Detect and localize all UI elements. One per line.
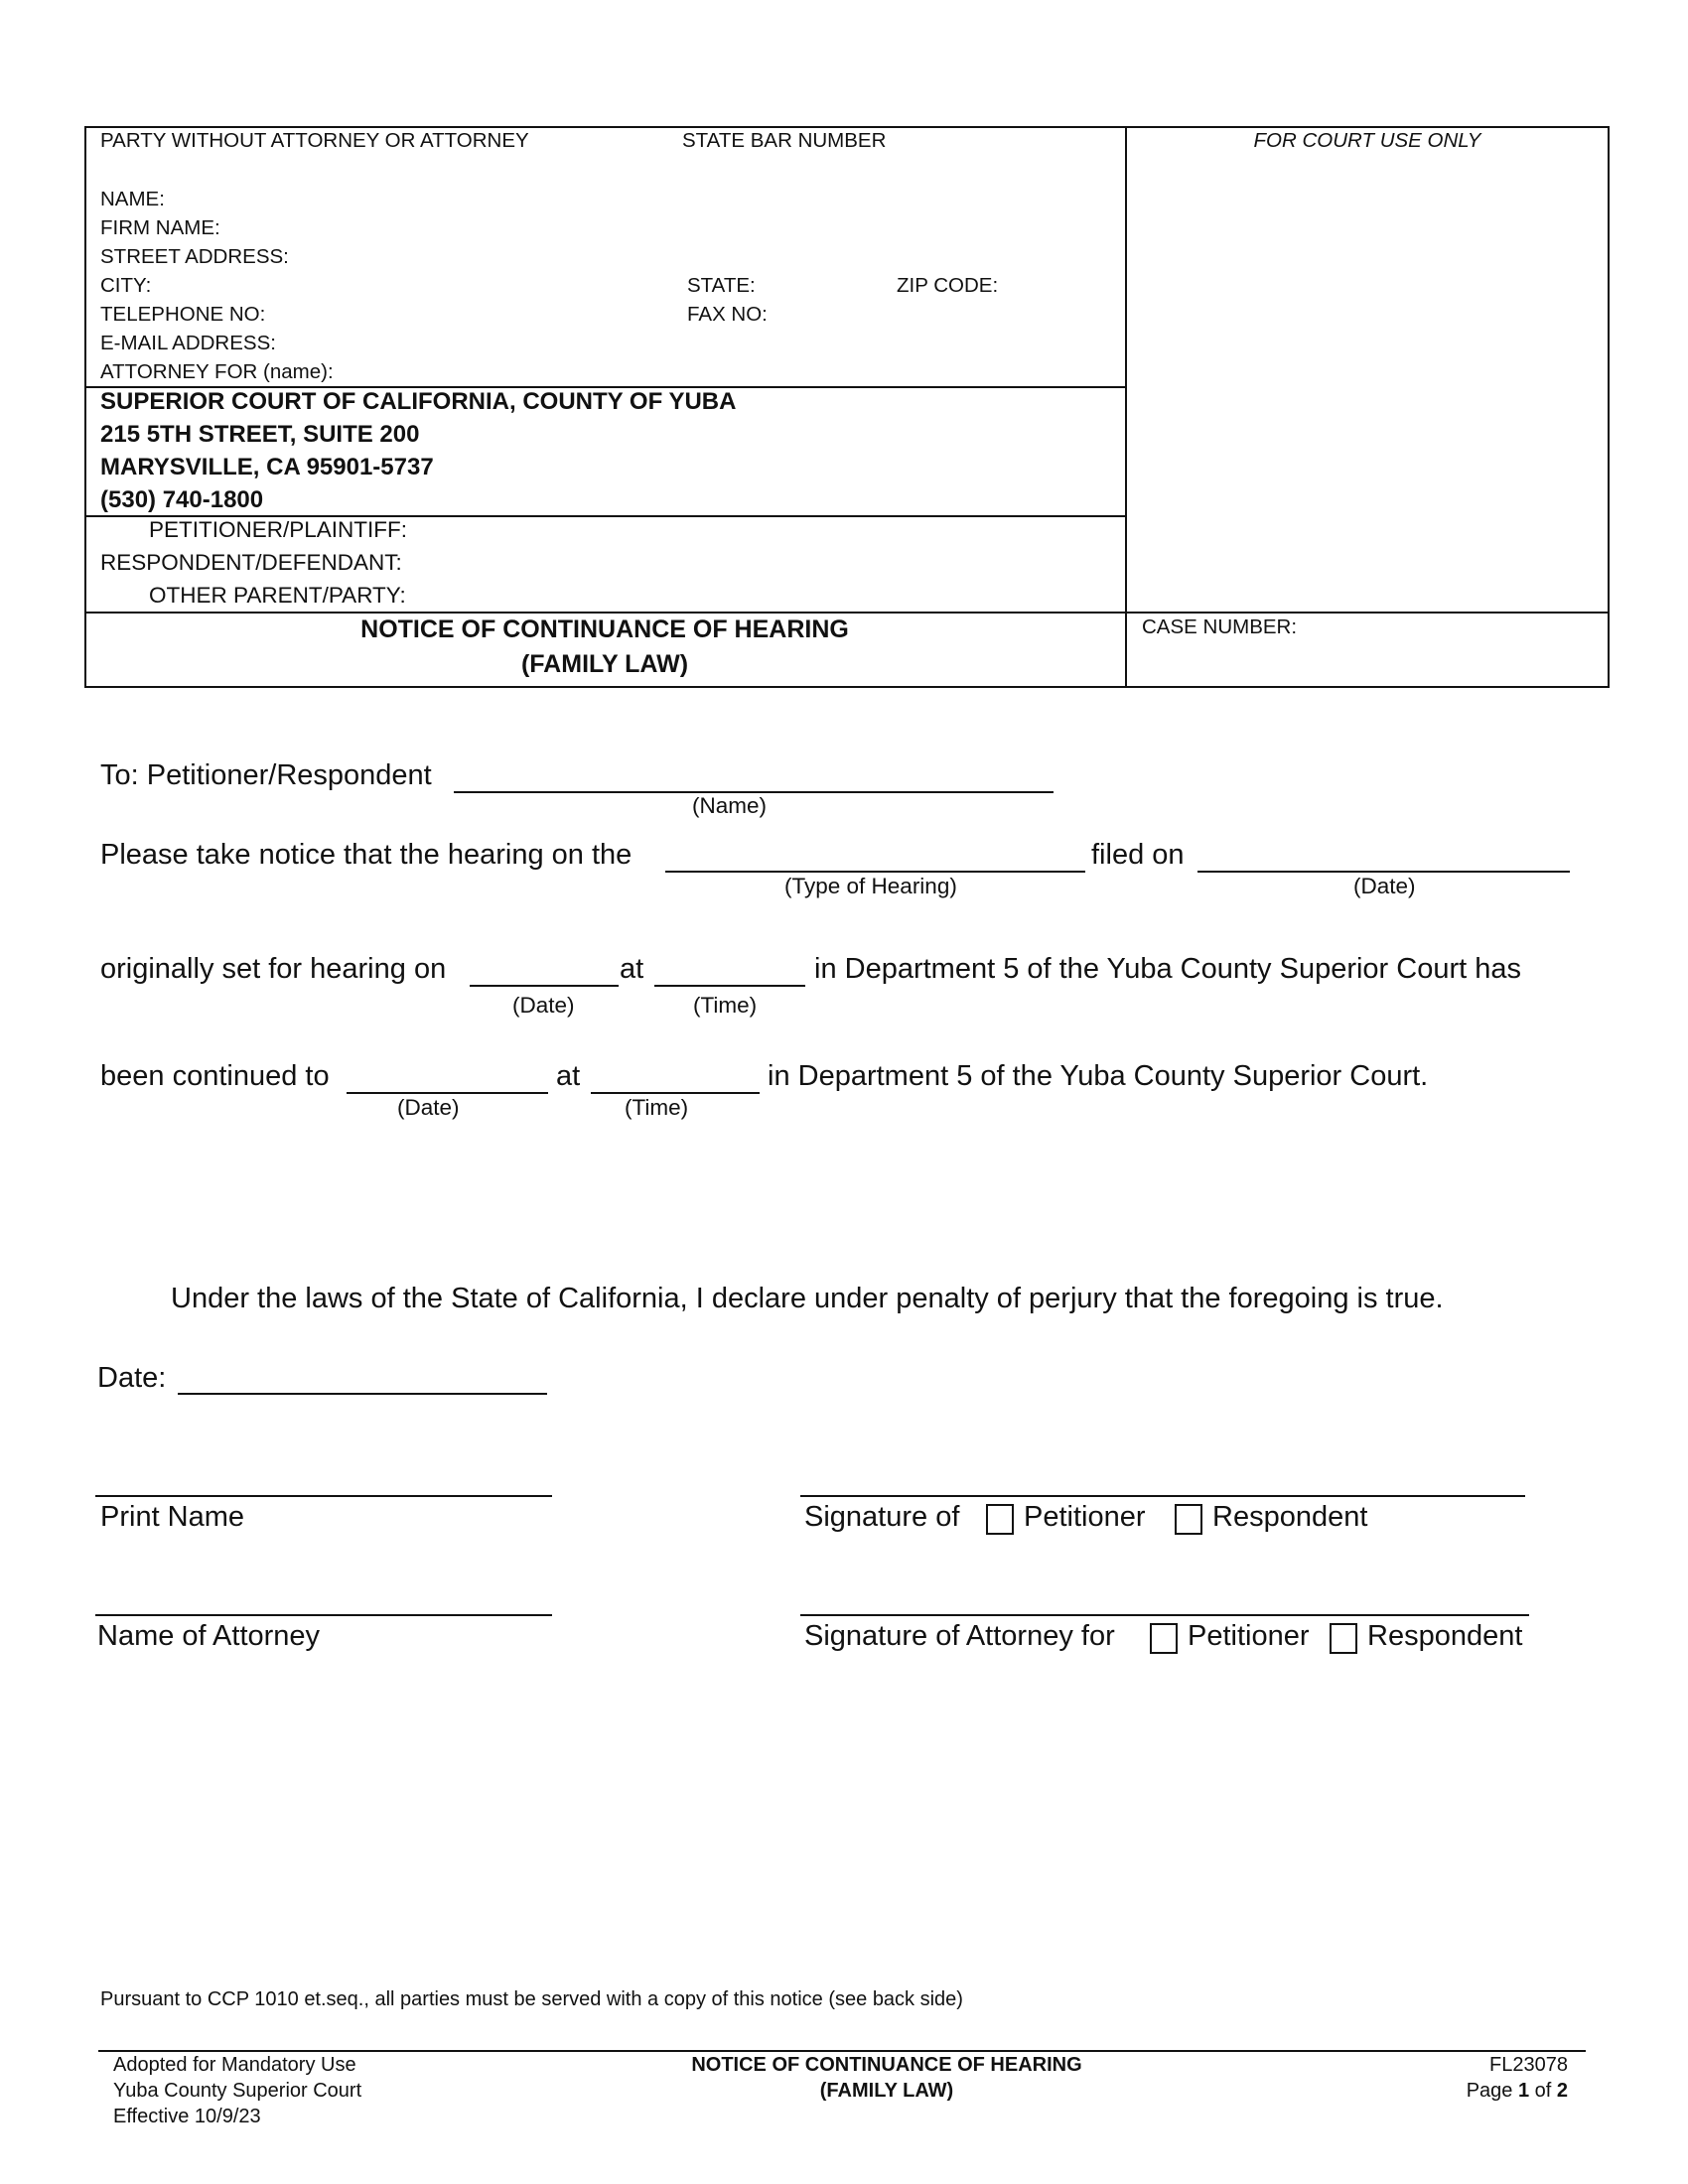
notice-text: Please take notice that the hearing on the — [100, 839, 633, 871]
page-prefix: Page — [1466, 2080, 1518, 2102]
original-date-line[interactable] — [470, 985, 619, 987]
attorney-petitioner-checkbox[interactable] — [1150, 1623, 1178, 1654]
original-date-caption: (Date) — [512, 993, 575, 1018]
attorney-respondent-checkbox[interactable] — [1330, 1623, 1357, 1654]
continued-text: been continued to — [100, 1060, 330, 1092]
fax-field[interactable]: FAX NO: — [687, 303, 768, 326]
service-note: Pursuant to CCP 1010 et.seq., all parties must be served with a copy of this notice (see back side) — [100, 1988, 963, 2010]
zip-code-field[interactable]: ZIP CODE: — [897, 274, 999, 297]
declaration-text: Under the laws of the State of California, I declare under penalty of perjury that the foregoing is true. — [171, 1283, 1444, 1314]
original-time-caption: (Time) — [693, 993, 758, 1018]
court-name: SUPERIOR COURT OF CALIFORNIA, COUNTY OF YUBA — [100, 388, 737, 415]
original-time-line[interactable] — [654, 985, 805, 987]
signature-of-label: Signature of — [804, 1501, 960, 1533]
bar-number-label: STATE BAR NUMBER — [682, 129, 887, 152]
original-department-text: in Department 5 of the Yuba County Superior Court has — [814, 953, 1522, 985]
attorney-for-field[interactable]: ATTORNEY FOR (name): — [100, 360, 334, 383]
party-signature-line[interactable] — [800, 1495, 1525, 1497]
attorney-respondent-label: Respondent — [1367, 1620, 1523, 1652]
continued-date-caption: (Date) — [397, 1095, 460, 1120]
print-name-label: Print Name — [100, 1501, 245, 1533]
type-of-hearing-caption: (Type of Hearing) — [784, 874, 957, 898]
page-indicator — [1467, 2078, 1568, 2104]
effective-date: Effective 10/9/23 — [113, 2106, 261, 2127]
filed-date-line[interactable] — [1197, 871, 1570, 873]
name-caption: (Name) — [692, 793, 768, 818]
petitioner-checkbox[interactable] — [986, 1504, 1014, 1535]
attorney-name-line[interactable] — [95, 1614, 552, 1616]
continued-at-text: at — [556, 1060, 581, 1092]
respondent-checkbox[interactable] — [1175, 1504, 1202, 1535]
continued-date-line[interactable] — [347, 1092, 548, 1094]
respondent-field[interactable]: RESPONDENT/DEFENDANT: — [100, 550, 402, 575]
attorney-signature-line[interactable] — [800, 1614, 1529, 1616]
street-address-field[interactable]: STREET ADDRESS: — [100, 245, 289, 268]
form-subtitle: (FAMILY LAW) — [520, 650, 689, 678]
party-label: PARTY WITHOUT ATTORNEY OR ATTORNEY — [100, 129, 529, 152]
form-number: FL23078 — [1489, 2054, 1568, 2076]
date-label: Date: — [97, 1362, 167, 1394]
attorney-petitioner-label: Petitioner — [1188, 1620, 1310, 1652]
petitioner-field[interactable]: PETITIONER/PLAINTIFF: — [149, 517, 408, 542]
filed-on-text: filed on — [1091, 839, 1185, 871]
city-field[interactable]: CITY: — [100, 274, 152, 297]
name-field[interactable]: NAME: — [100, 188, 165, 210]
court-city: MARYSVILLE, CA 95901-5737 — [100, 454, 434, 480]
email-field[interactable]: E-MAIL ADDRESS: — [100, 332, 276, 354]
continued-time-caption: (Time) — [625, 1095, 689, 1120]
footer-title: NOTICE OF CONTINUANCE OF HEARING — [691, 2054, 1082, 2076]
other-parent-field[interactable]: OTHER PARENT/PARTY: — [149, 583, 406, 608]
page-of: of — [1529, 2080, 1557, 2102]
name-of-attorney-label: Name of Attorney — [97, 1620, 321, 1652]
court-street: 215 5TH STREET, SUITE 200 — [100, 421, 420, 448]
court-use-label: FOR COURT USE ONLY — [1253, 129, 1481, 152]
court-phone: (530) 740-1800 — [100, 486, 264, 513]
signature-attorney-label: Signature of Attorney for — [804, 1620, 1115, 1652]
telephone-field[interactable]: TELEPHONE NO: — [100, 303, 266, 326]
original-hearing-text: originally set for hearing on — [100, 953, 447, 985]
print-name-line[interactable] — [95, 1495, 552, 1497]
page-total: 2 — [1556, 2080, 1568, 2102]
footer-subtitle: (FAMILY LAW) — [819, 2080, 954, 2102]
petitioner-checkbox-label: Petitioner — [1024, 1501, 1146, 1533]
footer-court-text: Yuba County Superior Court — [113, 2080, 362, 2102]
original-at-text: at — [620, 953, 644, 985]
page-number: 1 — [1517, 2080, 1530, 2102]
hearing-type-line[interactable] — [665, 871, 1085, 873]
to-label: To: Petitioner/Respondent — [100, 759, 432, 791]
filed-date-caption: (Date) — [1353, 874, 1416, 898]
case-number-field[interactable]: CASE NUMBER: — [1142, 615, 1298, 638]
state-field[interactable]: STATE: — [687, 274, 756, 297]
respondent-checkbox-label: Respondent — [1212, 1501, 1368, 1533]
continued-department-text: in Department 5 of the Yuba County Superior Court. — [768, 1060, 1429, 1092]
adopted-text: Adopted for Mandatory Use — [113, 2054, 356, 2076]
form-title: NOTICE OF CONTINUANCE OF HEARING — [360, 615, 849, 643]
continued-time-line[interactable] — [591, 1092, 760, 1094]
firm-name-field[interactable]: FIRM NAME: — [100, 216, 220, 239]
court-use-divider — [1125, 126, 1127, 688]
declaration-date-line[interactable] — [178, 1393, 547, 1395]
